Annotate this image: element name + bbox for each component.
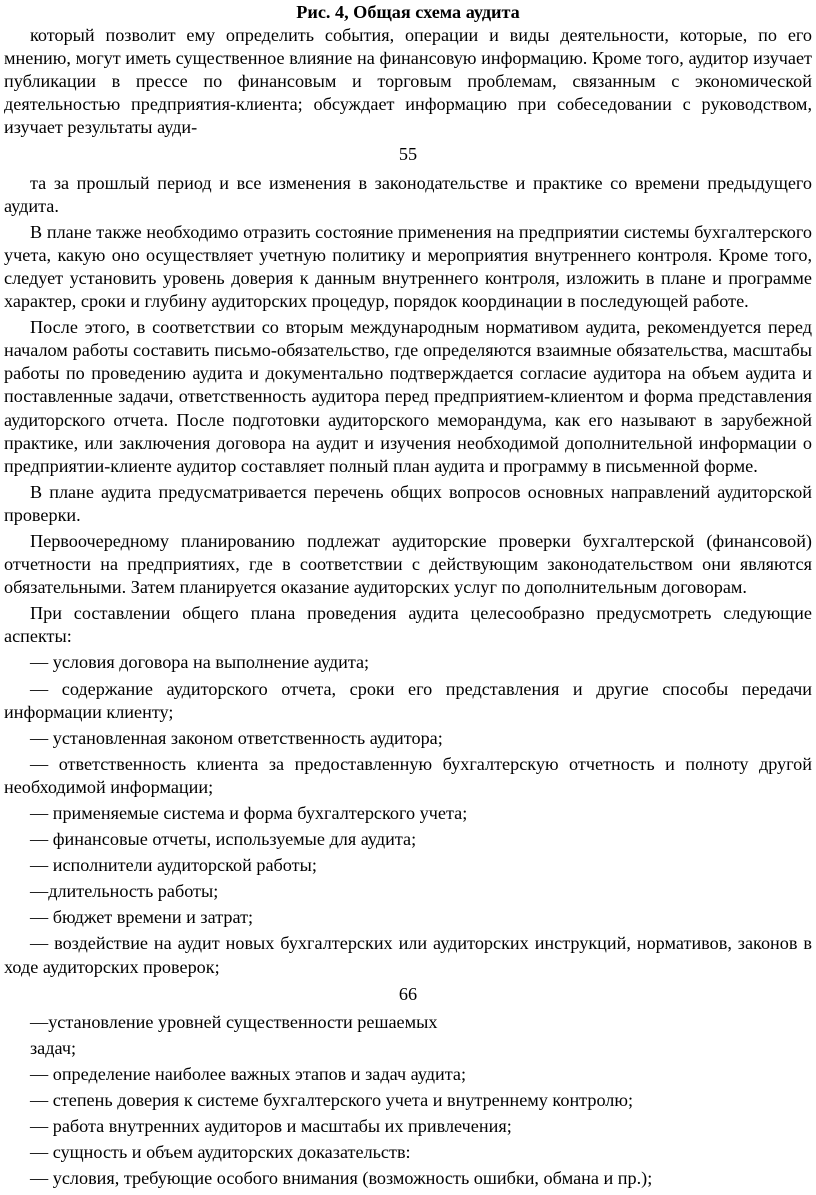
list-item: — условия, требующие особого внимания (возможность ошибки, обмана и пр.); bbox=[30, 1168, 653, 1189]
list-item: —установление уровней существенности решаемых bbox=[30, 1011, 438, 1032]
list-item: — применяемые система и форма бухгалтерского учета; bbox=[30, 803, 468, 823]
list-item: — установленная законом ответственность аудитора; bbox=[30, 727, 443, 748]
aspects-list-continued bbox=[4, 1011, 812, 1191]
list-item: — исполнители аудиторской работы; bbox=[30, 855, 317, 876]
list-item: — степень доверия к системе бухгалтерского учета и внутреннему контролю; bbox=[30, 1090, 634, 1111]
paragraph-4: После этого, в соответствии со вторым международным нормативом аудита, рекомендуется перед началом работы составить письмо-обязательство, где определяются взаимные обязательства, масштабы работы по проведению аудита и документально подтверждается согласие аудитора на объем аудита и поставленные задачи, ответственность аудитора перед предприятием-клиентом и форма представления аудиторского отчета. После подготовки аудиторского меморандума, как его называют в зарубежной практике, или заключения договора на аудит и изучения необходимой дополнительной информации о предприятии-клиенте аудитор составляет полный план аудита и программу в письменной форме. bbox=[4, 317, 812, 476]
list-item: — финансовые отчеты, используемые для аудита; bbox=[30, 829, 417, 850]
list-item: — бюджет времени и затрат; bbox=[30, 907, 254, 928]
paragraph-3: В плане также необходимо отразить состояние применения на предприятии системы бухгалтерского учета, какую оно осуществляет учетную политику и мероприятия внутреннего контроля. Кроме того, следует установить уровень доверия к данным внутреннего контроля, изложить в плане и программе характер, сроки и глубину аудиторских процедур, порядок координации в последующей работе. bbox=[4, 221, 812, 312]
list-item: — работа внутренних аудиторов и масштабы их привлечения; bbox=[30, 1116, 512, 1137]
paragraph-6: Первоочередному планированию подлежат аудиторские проверки бухгалтерской (финансовой) отчетности на предприятиях, где в соответствии с действующим законодательством они являются обязательными. Затем планируется оказание аудиторских услуг по дополнительным договорам. bbox=[4, 530, 812, 598]
list-item: — условия договора на выполнение аудита; bbox=[30, 652, 370, 673]
paragraph-7: При составлении общего плана проведения аудита целесообразно предусмотреть следующие аспекты: bbox=[4, 603, 812, 647]
list-item: — ответственность клиента за предоставленную бухгалтерскую отчетность и полноту другой необходимой информации; bbox=[4, 753, 812, 797]
figure-caption: Рис. 4, Общая схема аудита bbox=[296, 2, 520, 22]
list-item: — содержание аудиторского отчета, сроки его представления и другие способы передачи информации клиенту; bbox=[4, 678, 812, 722]
page-number-55: 55 bbox=[398, 144, 418, 165]
list-item: — определение наиболее важных этапов и задач аудита; bbox=[30, 1063, 467, 1084]
list-item: —длительность работы; bbox=[30, 881, 219, 902]
list-item: — воздействие на аудит новых бухгалтерских или аудиторских инструкций, нормативов, законов в ходе аудиторских проверок; bbox=[4, 933, 812, 977]
paragraph-1: который позволит ему определить события, операции и виды деятельности, которые, по его мнению, могут иметь существенное влияние на финансовую информацию. Кроме того, аудитор изучает публикации в прессе по финансовым и торговым проблемам, связанным с экономической деятельностью предприятия-клиента; обсуждает информацию при собеседовании с руководством, изучает результаты ауди- bbox=[4, 25, 812, 138]
page-number-66: 66 bbox=[398, 983, 418, 1004]
list-item: — сущность и объем аудиторских доказательств: bbox=[30, 1142, 411, 1163]
list-item-continuation: задач; bbox=[30, 1037, 77, 1058]
paragraph-2: та за прошлый период и все изменения в законодательстве и практике со времени предыдущего аудита. bbox=[4, 172, 812, 216]
paragraph-5: В плане аудита предусматривается перечень общих вопросов основных направлений аудиторской проверки. bbox=[4, 481, 812, 525]
aspects-list bbox=[4, 651, 812, 978]
